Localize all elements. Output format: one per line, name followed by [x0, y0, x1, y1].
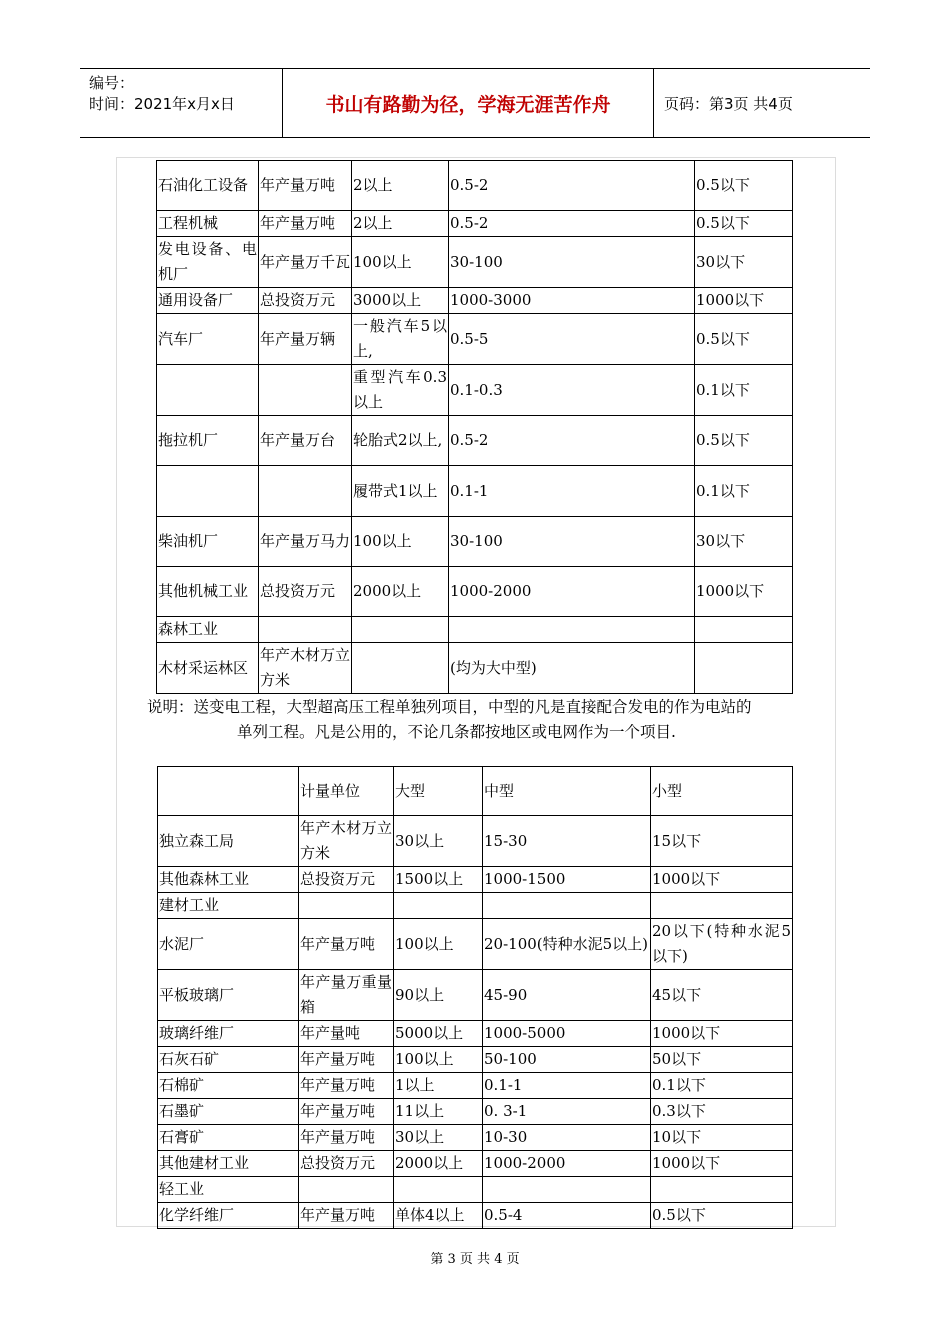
table-cell: 发电设备、电机厂: [157, 237, 259, 288]
table-cell: 石膏矿: [158, 1125, 299, 1151]
table-cell: [483, 893, 651, 919]
table-cell: 石棉矿: [158, 1073, 299, 1099]
table-cell: 0.1以下: [695, 365, 793, 416]
table-row: [157, 567, 793, 617]
scale-table-machinery: [156, 160, 793, 694]
table-cell: 轮胎式2以上,: [352, 416, 449, 466]
table-cell: 1000以下: [651, 1151, 793, 1177]
table-cell: 0.5以下: [695, 314, 793, 365]
table-cell: 石灰石矿: [158, 1047, 299, 1073]
table-row: [158, 919, 793, 970]
table-cell: 1000-5000: [483, 1021, 651, 1047]
table-cell: 0.1-1: [449, 466, 695, 517]
table-cell: [259, 617, 352, 643]
table-row: [158, 867, 793, 893]
table-row: [158, 893, 793, 919]
table-cell: 30以上: [394, 816, 483, 867]
table-cell: [651, 1177, 793, 1203]
table-cell: 0.5-5: [449, 314, 695, 365]
table-cell: 5000以上: [394, 1021, 483, 1047]
table-cell: 单体4以上: [394, 1203, 483, 1229]
header-cell: 小型: [651, 767, 793, 816]
header-motto: 书山有路勤为径，学海无涯苦作舟: [325, 94, 611, 116]
table-row: [157, 211, 793, 237]
table-cell: 0.5-2: [449, 211, 695, 237]
table-cell: [483, 1177, 651, 1203]
table-note: [147, 695, 803, 745]
table-cell: (均为大中型): [449, 643, 695, 694]
table-cell: 3000以上: [352, 288, 449, 314]
table-cell: 汽车厂: [157, 314, 259, 365]
table-cell: 0.1以下: [651, 1073, 793, 1099]
table-cell: 15-30: [483, 816, 651, 867]
table-row: [158, 1151, 793, 1177]
table-cell: 50以下: [651, 1047, 793, 1073]
table-cell: 0.1-0.3: [449, 365, 695, 416]
table-cell: 总投资万元: [259, 567, 352, 617]
table-cell: 年产量万重量箱: [299, 970, 394, 1021]
table-cell: 2以上: [352, 211, 449, 237]
table-row: [158, 1047, 793, 1073]
table-cell: 100以上: [352, 237, 449, 288]
table-cell: 水泥厂: [158, 919, 299, 970]
table-cell: 1000-3000: [449, 288, 695, 314]
table-cell: 年产量万辆: [259, 314, 352, 365]
table-cell: 年产量万台: [259, 416, 352, 466]
table-cell: 20-100(特种水泥5以上): [483, 919, 651, 970]
table-cell: 1000-1500: [483, 867, 651, 893]
scale-table-forestry-materials: [157, 766, 793, 1229]
table-cell: [157, 365, 259, 416]
table-cell: 1500以上: [394, 867, 483, 893]
table-cell: 年产量万吨: [259, 161, 352, 211]
table-cell: 拖拉机厂: [157, 416, 259, 466]
table-cell: 1000以下: [695, 567, 793, 617]
table-cell: 0.5以下: [695, 211, 793, 237]
table-cell: 年产木材万立方米: [259, 643, 352, 694]
table-cell: 0.5以下: [651, 1203, 793, 1229]
document-number-label: 编号：: [89, 74, 135, 92]
table-cell: 年产量万吨: [299, 1203, 394, 1229]
table-row: [157, 161, 793, 211]
header-motto-cell: [283, 69, 654, 137]
table-cell: 建材工业: [158, 893, 299, 919]
table-cell: 1000-2000: [449, 567, 695, 617]
note-line-1: 说明：送变电工程，大型超高压工程单独列项目，中型的凡是直接配合发电的作为电站的: [147, 698, 752, 716]
table-cell: 柴油机厂: [157, 517, 259, 567]
table-row: [157, 643, 793, 694]
table-row: [157, 314, 793, 365]
table-cell: 2000以上: [352, 567, 449, 617]
table-header-row: [158, 767, 793, 816]
table-cell: 其他建材工业: [158, 1151, 299, 1177]
table-row: [157, 617, 793, 643]
table-cell: 0.5-2: [449, 161, 695, 211]
table-cell: 石墨矿: [158, 1099, 299, 1125]
table-cell: 木材采运林区: [157, 643, 259, 694]
table-cell: 0.5以下: [695, 161, 793, 211]
table-cell: 其他机械工业: [157, 567, 259, 617]
table-row: [158, 1203, 793, 1229]
table-cell: 20以下(特种水泥5以下): [651, 919, 793, 970]
table-row: [157, 466, 793, 517]
table-cell: 10-30: [483, 1125, 651, 1151]
header-page-cell: [654, 69, 870, 137]
header-page-label: 页码：第3页 共4页: [664, 95, 793, 113]
table-row: [157, 517, 793, 567]
table-cell: [651, 893, 793, 919]
table-cell: 年产量万千瓦: [259, 237, 352, 288]
table-cell: 通用设备厂: [157, 288, 259, 314]
table-cell: [352, 617, 449, 643]
table-cell: 1000以下: [695, 288, 793, 314]
table-cell: [259, 365, 352, 416]
table-cell: 总投资万元: [299, 867, 394, 893]
table-cell: [695, 643, 793, 694]
page-header: [80, 68, 870, 138]
table-cell: 其他森林工业: [158, 867, 299, 893]
table-cell: 0.1-1: [483, 1073, 651, 1099]
table-row: [158, 970, 793, 1021]
page-footer: 第 3 页 共 4 页: [430, 1252, 520, 1267]
table-row: [157, 288, 793, 314]
table-cell: [299, 1177, 394, 1203]
table-cell: 独立森工局: [158, 816, 299, 867]
table-row: [158, 1073, 793, 1099]
table-cell: 轻工业: [158, 1177, 299, 1203]
header-cell: 计量单位: [299, 767, 394, 816]
table-cell: 45以下: [651, 970, 793, 1021]
table-cell: 10以下: [651, 1125, 793, 1151]
table-cell: 0.3以下: [651, 1099, 793, 1125]
table-cell: 重型汽车0.3以上: [352, 365, 449, 416]
table-cell: 2以上: [352, 161, 449, 211]
header-cell: [158, 767, 299, 816]
table-cell: 0.5-4: [483, 1203, 651, 1229]
table-cell: 1000-2000: [483, 1151, 651, 1177]
table-cell: [695, 617, 793, 643]
table-cell: 年产量万吨: [299, 1125, 394, 1151]
table-cell: 年产量万马力: [259, 517, 352, 567]
table-cell: 年产量万吨: [299, 1047, 394, 1073]
table-cell: 0.5-2: [449, 416, 695, 466]
header-meta-cell: [80, 69, 283, 137]
table-cell: 100以上: [394, 919, 483, 970]
table-cell: 玻璃纤维厂: [158, 1021, 299, 1047]
table-cell: 化学纤维厂: [158, 1203, 299, 1229]
table-cell: 年产木材万立方米: [299, 816, 394, 867]
table-cell: 30-100: [449, 517, 695, 567]
table-cell: 90以上: [394, 970, 483, 1021]
table-row: [158, 1125, 793, 1151]
table-cell: [259, 466, 352, 517]
table-cell: [352, 643, 449, 694]
header-cell: 中型: [483, 767, 651, 816]
table-cell: 0.1以下: [695, 466, 793, 517]
table-cell: 1000以下: [651, 1021, 793, 1047]
table-cell: 0.5以下: [695, 416, 793, 466]
table-row: [157, 237, 793, 288]
table-row: [157, 416, 793, 466]
table-cell: 年产量万吨: [299, 919, 394, 970]
table-cell: 年产量万吨: [259, 211, 352, 237]
table-cell: 30-100: [449, 237, 695, 288]
table-cell: 平板玻璃厂: [158, 970, 299, 1021]
table-cell: 2000以上: [394, 1151, 483, 1177]
table-cell: 总投资万元: [299, 1151, 394, 1177]
table-cell: 100以上: [394, 1047, 483, 1073]
table-cell: 总投资万元: [259, 288, 352, 314]
table-cell: 100以上: [352, 517, 449, 567]
table-cell: [394, 893, 483, 919]
table-row: [158, 1177, 793, 1203]
table-cell: 石油化工设备: [157, 161, 259, 211]
table-cell: 30以下: [695, 237, 793, 288]
table-cell: 森林工业: [157, 617, 259, 643]
table-cell: 30以上: [394, 1125, 483, 1151]
table-row: [158, 1021, 793, 1047]
table-row: [158, 1099, 793, 1125]
table-cell: [157, 466, 259, 517]
table-cell: [299, 893, 394, 919]
table-cell: 1以上: [394, 1073, 483, 1099]
table-cell: 年产量吨: [299, 1021, 394, 1047]
table-cell: [394, 1177, 483, 1203]
table-cell: 年产量万吨: [299, 1073, 394, 1099]
table-row: [158, 816, 793, 867]
table-cell: 15以下: [651, 816, 793, 867]
table-cell: 年产量万吨: [299, 1099, 394, 1125]
table-cell: 30以下: [695, 517, 793, 567]
document-time-label: 时间：2021年x月x日: [89, 95, 235, 113]
table-cell: [449, 617, 695, 643]
table-cell: 一般汽车5以上,: [352, 314, 449, 365]
table-cell: 50-100: [483, 1047, 651, 1073]
header-cell: 大型: [394, 767, 483, 816]
table-row: [157, 365, 793, 416]
table-cell: 履带式1以上: [352, 466, 449, 517]
table-cell: 工程机械: [157, 211, 259, 237]
table-cell: 11以上: [394, 1099, 483, 1125]
table-cell: 45-90: [483, 970, 651, 1021]
table-cell: 0. 3-1: [483, 1099, 651, 1125]
note-line-2: 单列工程。凡是公用的，不论几条都按地区或电网作为一个项目.: [237, 723, 676, 741]
table-cell: 1000以下: [651, 867, 793, 893]
